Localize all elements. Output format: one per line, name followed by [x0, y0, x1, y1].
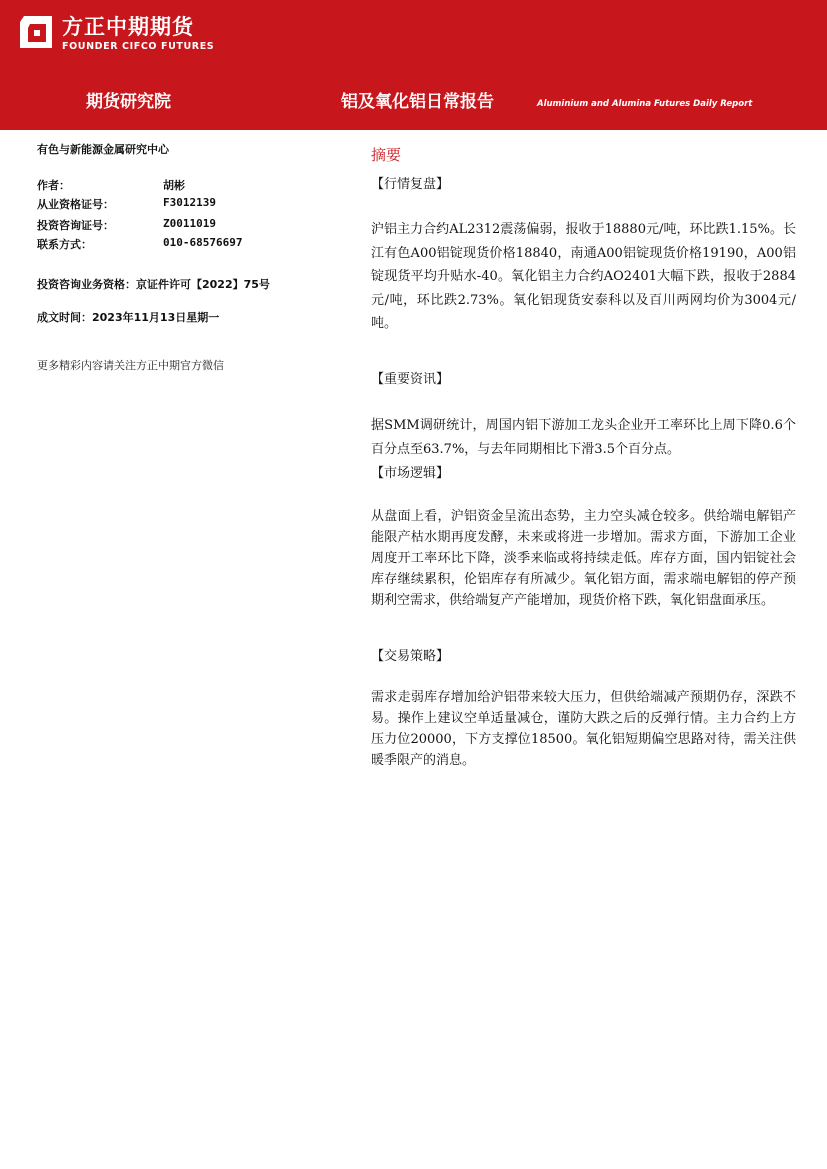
qualification-label: 从业资格证号：: [37, 198, 114, 211]
logo-chinese-name: 方正中期期货: [62, 15, 194, 39]
section-text-logic: 从盘面上看，沪铝资金呈流出态势，主力空头减仓较多。供给端电解铝产能限产枯水期再度发酵，未来或将进一步增加。需求方面，下游加工企业周度开工率环比下降，淡季来临或将持续走低。库存方面，国内铝锭社会库存继续累积，伦铝库存有所减少。氧化铝方面，需求端电解铝的停产预期利空需求，供给端复产产能增加，现货价格下跌，氧化铝盘面承压。: [371, 509, 796, 608]
author-row: [37, 177, 357, 196]
report-title: 铝及氧化铝日常报告: [341, 92, 494, 112]
founder-logo-icon: [18, 14, 54, 50]
qualification-value: F3012139: [163, 196, 216, 209]
section-heading-market-review: 【行情复盘】: [371, 177, 450, 192]
section-heading-logic: 【市场逻辑】: [371, 466, 450, 481]
report-date: 成文时间：2023年11月13日星期一: [37, 311, 220, 324]
business-license: 投资咨询业务资格：京证件许可【2022】75号: [37, 278, 270, 291]
report-title-english: Aluminium and Alumina Futures Daily Report: [537, 99, 753, 109]
section-text-news: 据SMM调研统计，周国内铝下游加工龙头企业开工率环比上周下降0.6个百分点至63.7%，与去年同期相比下滑3.5个百分点。: [371, 418, 796, 457]
wechat-notice: 更多精彩内容请关注方正中期官方微信: [37, 359, 224, 372]
contact-value: 010-68576697: [163, 236, 243, 249]
institute-name: 期货研究院: [86, 92, 171, 112]
logo-english-name: FOUNDER CIFCO FUTURES: [62, 41, 215, 52]
author-value: 胡彬: [163, 179, 185, 192]
section-text-market-review: 沪铝主力合约AL2312震荡偏弱，报收于18880元/吨，环比跌1.15%。长江有色A00铝锭现货价格18840，南通A00铝锭现货价格19190，A00铝锭现货平均升贴水-40。氧化铝主力合约AO2401大幅下跌，报收于2884元/吨，环比跌2.73%。氧化铝现货安泰科以及百川两网均价为3004元/吨。: [371, 222, 796, 331]
consulting-cert-label: 投资咨询证号：: [37, 219, 114, 232]
contact-row: [37, 236, 357, 255]
header-banner: [0, 0, 827, 130]
research-center: 有色与新能源金属研究中心: [37, 143, 169, 156]
section-heading-news: 【重要资讯】: [371, 372, 450, 387]
summary-title: 摘要: [371, 146, 402, 164]
author-label: 作者：: [37, 179, 70, 192]
consulting-cert-value: Z0011019: [163, 217, 216, 230]
section-text-strategy: 需求走弱库存增加给沪铝带来较大压力，但供给端减产预期仍存，深跌不易。操作上建议空单适量减仓，谨防大跌之后的反弹行情。主力合约上方压力位20000，下方支撑位18500。氧化铝短期偏空思路对待，需关注供暖季限产的消息。: [371, 690, 796, 768]
section-heading-strategy: 【交易策略】: [371, 649, 450, 664]
contact-label: 联系方式：: [37, 238, 92, 251]
qualification-row: [37, 196, 357, 215]
consulting-cert-row: [37, 217, 357, 236]
